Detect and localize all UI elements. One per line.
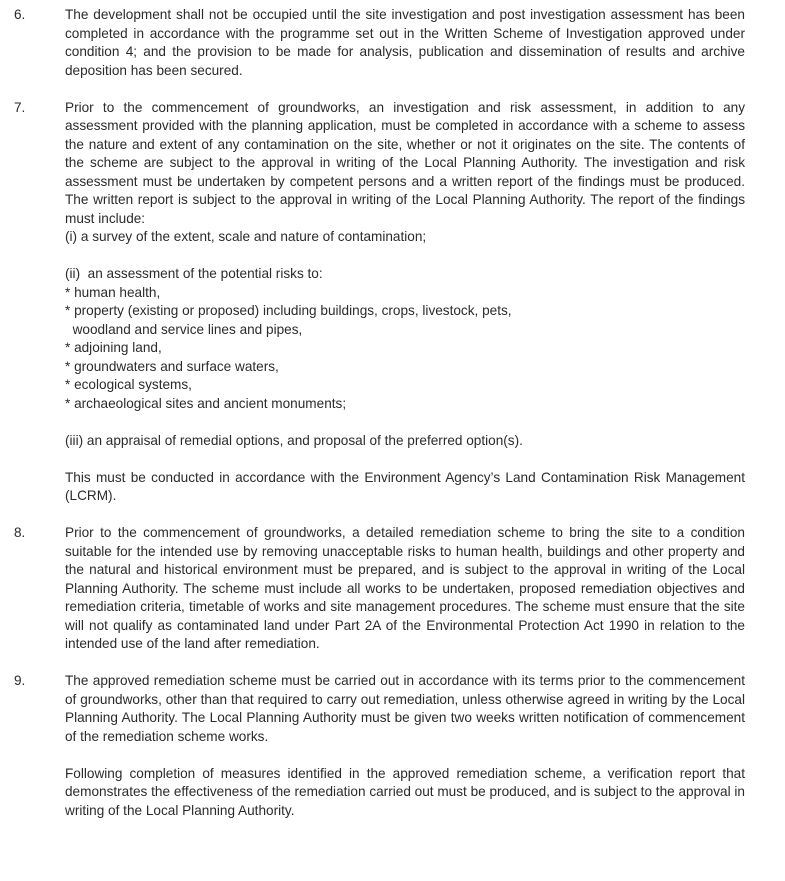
list-line: (i) a survey of the extent, scale and nature of contamination; [65,229,427,244]
list-line: * adjoining land, [65,340,162,355]
condition-item [14,524,745,654]
condition-number: 9. [14,673,26,688]
blank-line [65,746,745,765]
blank-line [65,413,745,432]
condition-content [65,6,745,80]
list-line: * property (existing or proposed) including buildings, crops, livestock, pets, [65,303,512,318]
paragraph-text: Prior to the commencement of groundworks, an investigation and risk assessment, in addition to any assessment provided with the planning application, must be completed in accordance with a scheme to assess the nature and extent of any contamination on the site, whether or not it originates on the site. The contents of the scheme are subject to the approval in writing of the Local Planning Authority. The investigation and risk assessment must be undertaken by competent persons and a written report of the findings must be produced. The written report is subject to the approval in writing of the Local Planning Authority. The report of the findings must include: [65,99,745,226]
blank-line [65,247,745,266]
paragraph-text: This must be conducted in accordance with the Environment Agency’s Land Contamination Risk Management (LCRM). [65,469,745,503]
list-line: * human health, [65,284,161,300]
list-line: * groundwaters and surface waters, [65,358,279,374]
list-line: (iii) an appraisal of remedial options, and proposal of the preferred option(s). [65,432,523,448]
condition-item [14,672,745,820]
condition-item [14,99,745,506]
paragraph-text: The approved remediation scheme must be carried out in accordance with its terms prior to the commencement of groundworks, other than that required to carry out remediation, unless otherwise agreed in writing by the Local Planning Authority. The Local Planning Authority must be given two weeks written notification of commencement of the remediation scheme works. [65,673,745,744]
condition-item [14,6,745,80]
list-line: (ii) an assessment of the potential risks to: [65,266,323,281]
condition-number: 8. [14,525,26,540]
condition-content [65,672,745,820]
paragraph-text: Prior to the commencement of groundworks, a detailed remediation scheme to bring the site to a condition suitable for the intended use by removing unacceptable risks to human health, buildings and other property and the natural and historical environment must be prepared, and is subject to the approval in writing of the Local Planning Authority. The scheme must include all works to be undertaken, proposed remediation objectives and remediation criteria, timetable of works and site management procedures. The scheme must ensure that the site will not qualify as contaminated land under Part 2A of the Environmental Protection Act 1990 in relation to the intended use of the land after remediation. [65,525,745,651]
list-line: woodland and service lines and pipes, [65,321,303,337]
condition-number: 7. [14,99,26,115]
blank-line [65,450,745,469]
paragraph-text: Following completion of measures identified in the approved remediation scheme, a verification report that demonstrates the effectiveness of the remediation carried out must be produced, and is subject to the approval in writing of the Local Planning Authority. [65,765,745,818]
condition-number: 6. [14,7,26,22]
condition-content [65,524,745,654]
condition-content [65,99,745,506]
paragraph-text: The development shall not be occupied until the site investigation and post investigation assessment has been completed in accordance with the programme set out in the Written Scheme of Investigation approved under condition 4; and the provision to be made for analysis, publication and dissemination of results and archive deposition has been secured. [65,7,745,78]
list-line: * archaeological sites and ancient monuments; [65,395,347,411]
list-line: * ecological systems, [65,377,192,392]
